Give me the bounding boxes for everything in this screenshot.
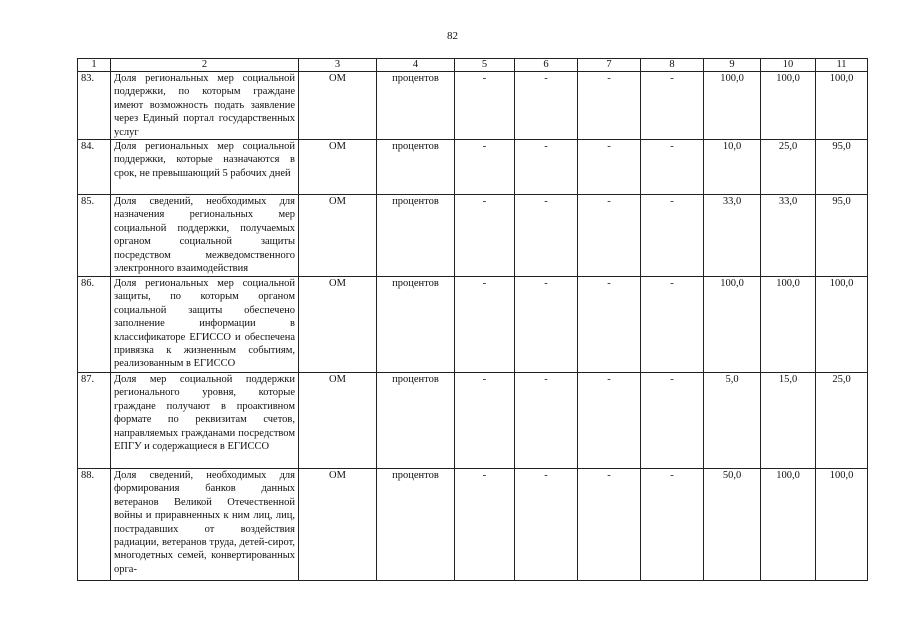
- table-row: [78, 373, 868, 469]
- page-number: 82: [447, 30, 458, 42]
- value-col-9: 33,0: [704, 195, 761, 277]
- value-col-5: -: [455, 72, 515, 140]
- value-col-5: -: [455, 373, 515, 469]
- indicator-name: Доля сведений, необходимых для назначения региональных мер социальной поддержки, получаемых органом социальной защиты посредством межведомственного электронного взаимодействия: [111, 195, 299, 277]
- value-col-10: 100,0: [761, 277, 816, 373]
- value-col-7: -: [578, 72, 641, 140]
- table-row: [78, 469, 868, 581]
- value-col-11: 95,0: [816, 195, 868, 277]
- table-row: [78, 195, 868, 277]
- table-row: [78, 72, 868, 140]
- value-col-6: -: [515, 140, 578, 195]
- value-col-9: 50,0: [704, 469, 761, 581]
- column-header-3: 3: [299, 59, 377, 72]
- header-row: [78, 59, 868, 72]
- row-number: 83.: [78, 72, 111, 140]
- value-col-9: 100,0: [704, 277, 761, 373]
- indicator-type: ОМ: [299, 277, 377, 373]
- value-col-10: 25,0: [761, 140, 816, 195]
- column-header-5: 5: [455, 59, 515, 72]
- value-col-8: -: [641, 469, 704, 581]
- value-col-7: -: [578, 469, 641, 581]
- column-header-11: 11: [816, 59, 868, 72]
- value-col-7: -: [578, 140, 641, 195]
- value-col-6: -: [515, 195, 578, 277]
- indicator-unit: процентов: [377, 373, 455, 469]
- value-col-5: -: [455, 140, 515, 195]
- value-col-6: -: [515, 469, 578, 581]
- value-col-9: 5,0: [704, 373, 761, 469]
- value-col-6: -: [515, 72, 578, 140]
- value-col-9: 10,0: [704, 140, 761, 195]
- table-row: [78, 140, 868, 195]
- column-header-1: 1: [78, 59, 111, 72]
- indicator-unit: процентов: [377, 277, 455, 373]
- value-col-11: 100,0: [816, 469, 868, 581]
- indicator-name: Доля сведений, необходимых для формирования банков данных ветеранов Великой Отечественной войны и приравненных к ним лиц, лиц, пострадавших от воздействия радиации, ветеранов труда, детей-сирот, многодетных семей, конвертированных орга-: [111, 469, 299, 581]
- row-number: 84.: [78, 140, 111, 195]
- indicator-name: Доля региональных мер социальной поддержки, по которым граждане имеют возможность подать заявление через Единый портал государственных услуг: [111, 72, 299, 140]
- indicator-unit: процентов: [377, 140, 455, 195]
- value-col-6: -: [515, 373, 578, 469]
- column-header-7: 7: [578, 59, 641, 72]
- row-number: 87.: [78, 373, 111, 469]
- value-col-10: 100,0: [761, 469, 816, 581]
- indicator-unit: процентов: [377, 195, 455, 277]
- value-col-10: 33,0: [761, 195, 816, 277]
- value-col-11: 100,0: [816, 72, 868, 140]
- row-number: 86.: [78, 277, 111, 373]
- value-col-10: 15,0: [761, 373, 816, 469]
- row-number: 88.: [78, 469, 111, 581]
- column-header-8: 8: [641, 59, 704, 72]
- value-col-7: -: [578, 373, 641, 469]
- value-col-8: -: [641, 195, 704, 277]
- column-header-2: 2: [111, 59, 299, 72]
- value-col-8: -: [641, 373, 704, 469]
- value-col-9: 100,0: [704, 72, 761, 140]
- value-col-11: 25,0: [816, 373, 868, 469]
- value-col-8: -: [641, 277, 704, 373]
- value-col-6: -: [515, 277, 578, 373]
- value-col-8: -: [641, 72, 704, 140]
- indicator-type: ОМ: [299, 373, 377, 469]
- indicator-type: ОМ: [299, 72, 377, 140]
- value-col-10: 100,0: [761, 72, 816, 140]
- value-col-7: -: [578, 195, 641, 277]
- value-col-8: -: [641, 140, 704, 195]
- indicator-unit: процентов: [377, 469, 455, 581]
- value-col-11: 95,0: [816, 140, 868, 195]
- column-header-4: 4: [377, 59, 455, 72]
- indicator-type: ОМ: [299, 140, 377, 195]
- column-header-10: 10: [761, 59, 816, 72]
- value-col-5: -: [455, 469, 515, 581]
- indicators-table: [77, 58, 868, 581]
- indicator-name: Доля региональных мер социальной защиты, по которым органом социальной защиты обеспечено заполнение информации в классификаторе ЕГИССО и обеспечена привязка к жизненным событиям, реализованным в ЕГИССО: [111, 277, 299, 373]
- value-col-11: 100,0: [816, 277, 868, 373]
- column-header-9: 9: [704, 59, 761, 72]
- value-col-7: -: [578, 277, 641, 373]
- indicator-type: ОМ: [299, 195, 377, 277]
- indicator-name: Доля региональных мер социальной поддержки, которые назначаются в срок, не превышающий 5 рабочих дней: [111, 140, 299, 195]
- indicator-name: Доля мер социальной поддержки регионального уровня, которые граждане получают в проактивном формате по реквизитам счетов, направляемых гражданами посредством ЕПГУ и содержащиеся в ЕГИССО: [111, 373, 299, 469]
- row-number: 85.: [78, 195, 111, 277]
- indicator-type: ОМ: [299, 469, 377, 581]
- table-row: [78, 277, 868, 373]
- value-col-5: -: [455, 195, 515, 277]
- value-col-5: -: [455, 277, 515, 373]
- column-header-6: 6: [515, 59, 578, 72]
- indicator-unit: процентов: [377, 72, 455, 140]
